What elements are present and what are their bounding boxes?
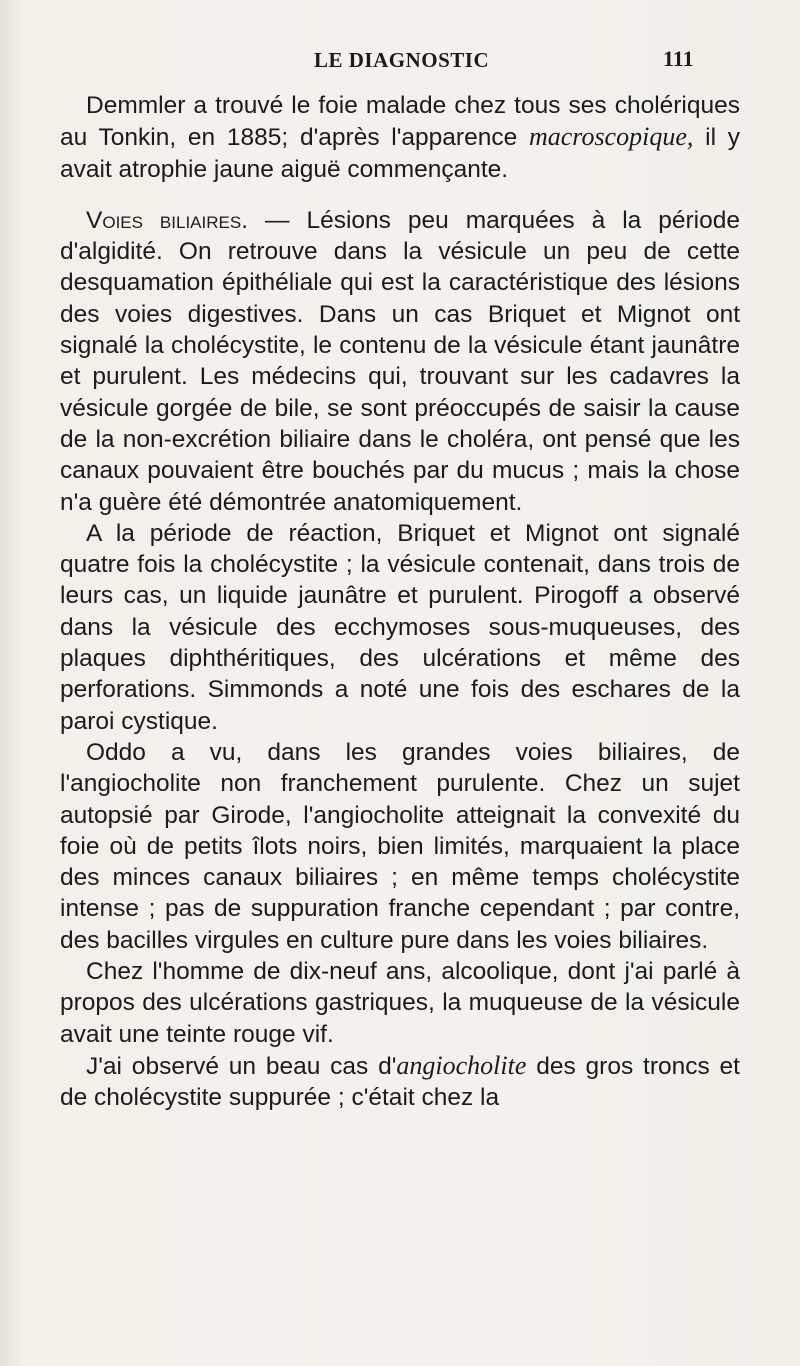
italic-term: macroscopique, — [528, 122, 694, 152]
paragraph — [60, 205, 740, 518]
page-number: 111 — [663, 46, 694, 71]
paragraph — [60, 1050, 740, 1114]
paragraph: A la période de réaction, Briquet et Mignot ont signalé quatre fois la cholécystite ; la vésicule contenait, dans trois de leurs cas, un liquide jaunâtre et purulent. Pirogoff a observé dans la vésicule des ecchymoses sous-muqueuses, des plaques diphthéritiques, des ulcérations et même des perforations. Simmonds a noté une fois des eschares de la paroi cystique. — [60, 519, 740, 735]
paragraph: Chez l'homme de dix-neuf ans, alcoolique, dont j'ai parlé à propos des ulcérations gastriques, la muqueuse de la vésicule avait une teinte rouge vif. — [60, 958, 740, 1048]
paragraph-text: il y avait atrophie jaune aiguë commençante. — [60, 124, 740, 183]
paragraph-text: des gros troncs et de cholécystite suppurée ; c'était chez la — [60, 1052, 740, 1112]
paragraph-text: Demmler a trouvé le foie malade chez tous ses cholériques au Tonkin, en 1885; d'après l'apparence — [60, 92, 740, 152]
section-heading: Voies biliaires. — [86, 206, 248, 234]
body-text — [60, 90, 740, 1114]
italic-term: angiocholite — [396, 1050, 527, 1080]
paragraph: Oddo a vu, dans les grandes voies biliaires, de l'angiocholite non franchement purulente. Chez un sujet autopsié par Girode, l'angiocholite atteignait la convexité du foie où de petits îlots noirs, bien limités, marquaient la place des minces canaux biliaires ; en même temps cholécystite intense ; pas de suppuration franche cependant ; par contre, des bacilles virgules en culture pure dans les voies biliaires. — [60, 738, 740, 954]
chapter-title: LE DIAGNOSTIC — [314, 48, 490, 72]
paragraph — [60, 90, 740, 185]
paragraph-text: — Lésions peu marquées à la période d'algidité. On retrouve dans la vésicule un peu de cette desquamation épithéliale qui est la caractéristique des lésions des voies digestives. Dans un cas Briquet et Mignot ont signalé la cholécystite, le contenu de la vésicule étant jaunâtre et purulent. Les médecins qui, trouvant sur les cadavres la vésicule gorgée de bile, se sont préoccupés de saisir la cause de la non-excrétion biliaire dans le choléra, ont pensé que les canaux pouvaient être bouchés par du mucus ; mais la chose n'a guère été démontrée anatomiquement. — [60, 206, 740, 516]
running-head — [0, 48, 800, 78]
paragraph-text: J'ai observé un beau cas d' — [86, 1052, 397, 1080]
